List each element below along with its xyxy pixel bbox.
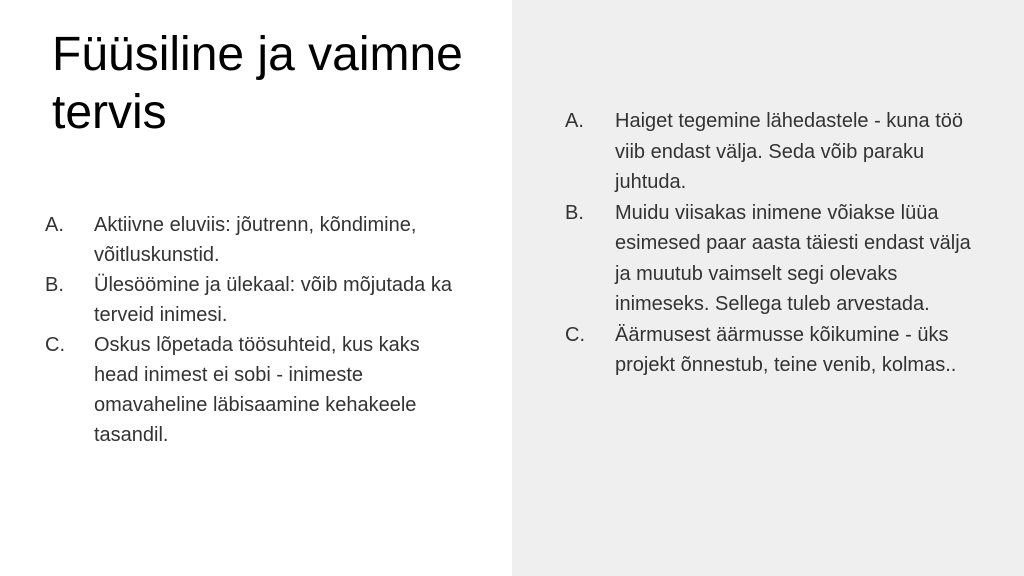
list-item-text: Äärmusest äärmusse kõikumine - üks projekt õnnestub, teine venib, kolmas.. [615,323,957,376]
list-marker: C. [45,334,65,356]
list-item-text: Aktiivne eluviis: jõutrenn, kõndimine, võitluskunstid. [94,214,417,266]
list-item-text: Ülesöömine ja ülekaal: võib mõjutada ka terveid inimesi. [94,274,452,326]
list-item-text: Oskus lõpetada töösuhteid, kus kaks head inimest ei sobi - inimeste omavaheline läbisaamine kehakeele tasandil. [94,334,420,446]
left-bullet-list [45,210,465,450]
list-marker: A. [565,110,584,132]
list-item [565,320,985,381]
list-marker: A. [45,214,64,236]
slide-title: Füüsiline ja vaimne tervis [52,28,463,139]
list-item-text: Haiget tegemine lähedastele - kuna töö viib endast välja. Seda võib paraku juhtuda. [615,110,964,193]
list-item [565,198,985,320]
right-bullet-list [565,106,985,381]
list-marker: C. [565,323,585,346]
list-marker: B. [565,201,584,224]
list-item-text: Muidu viisakas inimene võiakse lüüa esimesed paar aasta täiesti endast välja ja muutub vaimselt segi olevaks inimeseks. Sellega tuleb arvestada. [615,201,971,315]
list-marker: B. [45,274,64,296]
list-item [45,330,465,450]
list-item [565,106,985,198]
list-item [45,210,465,270]
list-item [45,270,465,330]
